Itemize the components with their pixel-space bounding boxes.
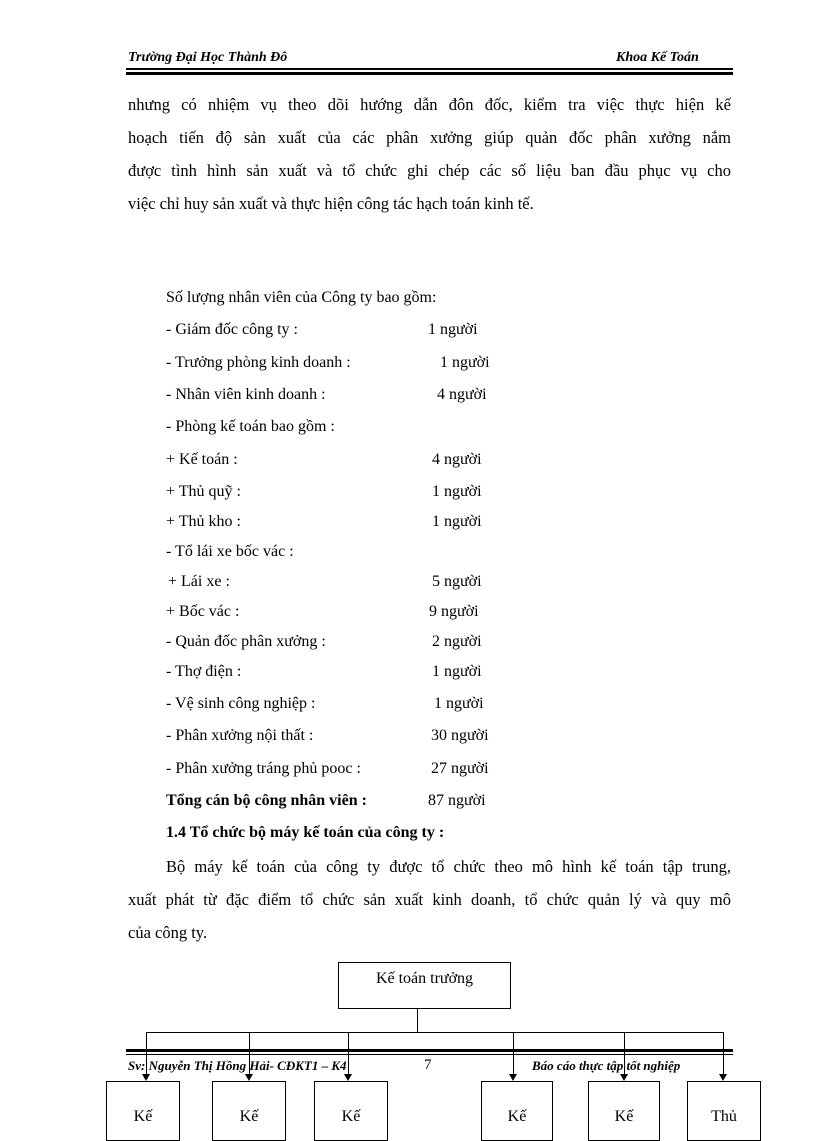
staff-total-count: 87 người (428, 792, 486, 809)
org-box-label: Kế (133, 1108, 153, 1125)
staff-label: + Thủ quỹ : (166, 483, 241, 500)
staff-intro: Số lượng nhân viên của Công ty bao gồm: (166, 289, 437, 306)
intro-line: hoạch tiến độ sản xuất của các phân xưởng giúp quản đốc phân xưởng nắm (128, 128, 731, 147)
staff-total-label: Tổng cán bộ công nhân viên : (166, 792, 367, 809)
staff-label: - Giám đốc công ty : (166, 321, 298, 338)
intro-line: nhưng có nhiệm vụ theo dõi hướng dẫn đôn đốc, kiểm tra việc thực hiện kế (128, 95, 731, 114)
staff-label: - Phân xưởng nội thất : (166, 727, 314, 744)
org-box-storekeeper (687, 1081, 761, 1141)
footer-rule (126, 1054, 733, 1055)
org-box-label: Kế (239, 1108, 259, 1125)
arrow-down-icon (620, 1074, 628, 1081)
header-department: Khoa Kế Toán (616, 50, 699, 65)
staff-label: - Thợ điện : (166, 663, 242, 680)
intro-paragraph (128, 88, 731, 220)
staff-label: - Phân xưởng tráng phủ pooc : (166, 760, 361, 777)
header-rule-thick (126, 72, 733, 75)
arrow-down-icon (245, 1074, 253, 1081)
staff-label: - Trưởng phòng kinh doanh : (166, 354, 351, 371)
org-box-label: Kế toán trưởng (375, 970, 474, 987)
staff-label: - Nhân viên kinh doanh : (166, 386, 326, 403)
org-box-accountant (481, 1081, 553, 1141)
staff-count: 1 người (432, 513, 482, 530)
org-box-label: Kế (341, 1108, 361, 1125)
org-box-accountant (106, 1081, 180, 1141)
staff-count: 5 người (432, 573, 482, 590)
staff-count: 2 người (432, 633, 482, 650)
section-heading: 1.4 Tổ chức bộ máy kế toán của công ty : (166, 824, 445, 841)
staff-label: - Vệ sinh công nghiệp : (166, 695, 316, 712)
section-line: xuất phát từ đặc điểm tổ chức sản xuất kinh doanh, tổ chức quản lý và quy mô (128, 890, 731, 909)
section-line: của công ty. (128, 923, 208, 942)
footer-student: Sv: Nguyễn Thị Hồng Hải- CĐKT1 – K4 (128, 1058, 347, 1073)
staff-label: + Kế toán : (166, 451, 238, 468)
staff-label: + Bốc vác : (166, 603, 240, 620)
staff-count: 1 người (434, 695, 484, 712)
org-box-accountant (314, 1081, 388, 1141)
section-paragraph (128, 850, 731, 949)
arrow-down-icon (142, 1074, 150, 1081)
staff-count: 30 người (431, 727, 489, 744)
staff-label: - Quản đốc phân xưởng : (166, 633, 326, 650)
staff-count: 1 người (428, 321, 478, 338)
org-box-label: Kế (507, 1108, 527, 1125)
org-box-label: Thủ (711, 1108, 737, 1125)
staff-count: 4 người (432, 451, 482, 468)
staff-label: - Tổ lái xe bốc vác : (166, 543, 294, 560)
org-box-accountant (212, 1081, 286, 1141)
intro-line: việc chỉ huy sản xuất và thực hiện công tác hạch toán kinh tế. (128, 194, 534, 213)
arrow-down-icon (344, 1074, 352, 1081)
org-box-accountant (588, 1081, 660, 1141)
arrow-down-icon (719, 1074, 727, 1081)
section-line: Bộ máy kế toán của công ty được tổ chức theo mô hình kế toán tập trung, (166, 857, 731, 876)
footer-report-title: Báo cáo thực tập tốt nghiệp (532, 1058, 681, 1073)
staff-count: 1 người (432, 663, 482, 680)
footer-rule-thick (126, 1049, 733, 1052)
intro-line: được tình hình sản xuất và tổ chức ghi chép các số liệu ban đầu phục vụ cho (128, 161, 731, 180)
staff-count: 9 người (429, 603, 479, 620)
org-box-label: Kế (614, 1108, 634, 1125)
org-box-chief-accountant (338, 962, 511, 1009)
staff-count: 27 người (431, 760, 489, 777)
staff-count: 1 người (440, 354, 490, 371)
staff-count: 4 người (437, 386, 487, 403)
staff-label: + Thủ kho : (166, 513, 241, 530)
org-connector (417, 1008, 418, 1032)
footer-page-number: 7 (424, 1057, 432, 1073)
staff-label: - Phòng kế toán bao gồm : (166, 418, 335, 435)
staff-label: + Lái xe : (168, 573, 230, 590)
staff-count: 1 người (432, 483, 482, 500)
arrow-down-icon (509, 1074, 517, 1081)
header-school: Trường Đại Học Thành Đô (128, 50, 288, 65)
org-branch-line (146, 1032, 724, 1033)
header-rule (126, 68, 733, 70)
